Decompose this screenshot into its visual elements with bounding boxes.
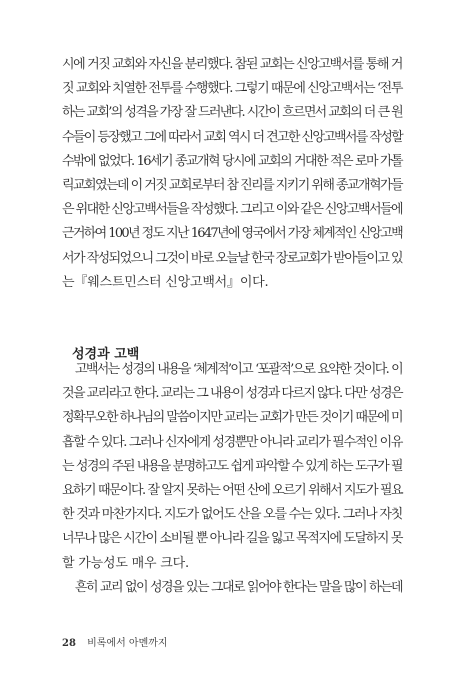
text-line: 릭교회였는데 이 거짓 교회로부터 참 진리를 지키기 위해 종교개혁가들 [62,177,402,193]
section-heading: 성경과 고백 [72,347,140,362]
text-line: 수밖에 없었다. 16세기 종교개혁 당시에 교회의 거대한 적은 로마 가톨 [62,153,402,169]
text-line: 한 것과 마찬가지다. 지도가 없어도 산을 오를 수는 있다. 그러나 자칫 [62,507,402,523]
text-line: 수들이 등장했고 그에 따라서 교회 역시 더 견고한 신앙고백서를 작성할 [62,129,402,145]
text-line: 요하기 때문이다. 잘 알지 못하는 어떤 산에 오르기 위해서 지도가 필요 [62,482,402,498]
page-number: 28 [62,638,76,649]
running-title: 비록에서 아멘까지 [87,638,168,649]
text-line: 것을 교리라고 한다. 교리는 그 내용이 성경과 다르지 않다. 다만 성경은 [62,386,402,402]
text-line: 짓 교회와 치열한 전투를 수행했다. 그렇기 때문에 신앙고백서는 ‘전투 [62,81,402,97]
text-line: 흡할 수 있다. 그러나 신자에게 성경뿐만 아니라 교리가 필수적인 이유 [62,434,402,450]
text-line: 서가 작성되었으니 그것이 바로 오늘날 한국 장로교회가 받아들이고 있 [62,250,402,266]
paragraph-first [62,53,402,295]
text-line: 는 성경의 주된 내용을 분명하고도 쉽게 파악할 수 있게 하는 도구가 필 [62,458,402,474]
paragraph-second [62,358,402,600]
page-footer [62,634,168,649]
text-line: 은 위대한 신앙고백서들을 작성했다. 그리고 이와 같은 신앙고백서들에 [62,202,402,218]
text-line: 할 가능성도 매우 크다. [62,555,189,571]
text-line: 정확무오한 하나님의 말씀이지만 교리는 교회가 만든 것이기 때문에 미 [62,410,402,426]
text-line: 근거하여 100년 정도 지난 1647년에 영국에서 가장 체계적인 신앙고백 [62,226,402,242]
text-line: 너무나 많은 시간이 소비될 뿐 아니라 길을 잃고 목적지에 도달하지 못 [62,531,402,547]
text-line: 시에 거짓 교회와 자신을 분리했다. 참된 교회는 신앙고백서를 통해 거 [62,57,402,72]
text-line: 하는 교회’의 성격을 가장 잘 드러낸다. 시간이 흐르면서 교회의 더 큰 원 [62,105,402,121]
text-line: 는『웨스트민스터 신앙고백서』이다. [62,274,269,290]
text-line: 흔히 교리 없이 성경을 있는 그대로 읽어야 한다는 말을 많이 하는데 [75,579,402,595]
text-line: 고백서는 성경의 내용을 ‘체계적’이고 ‘포괄적’으로 요약한 것이다. 이 [75,362,402,377]
